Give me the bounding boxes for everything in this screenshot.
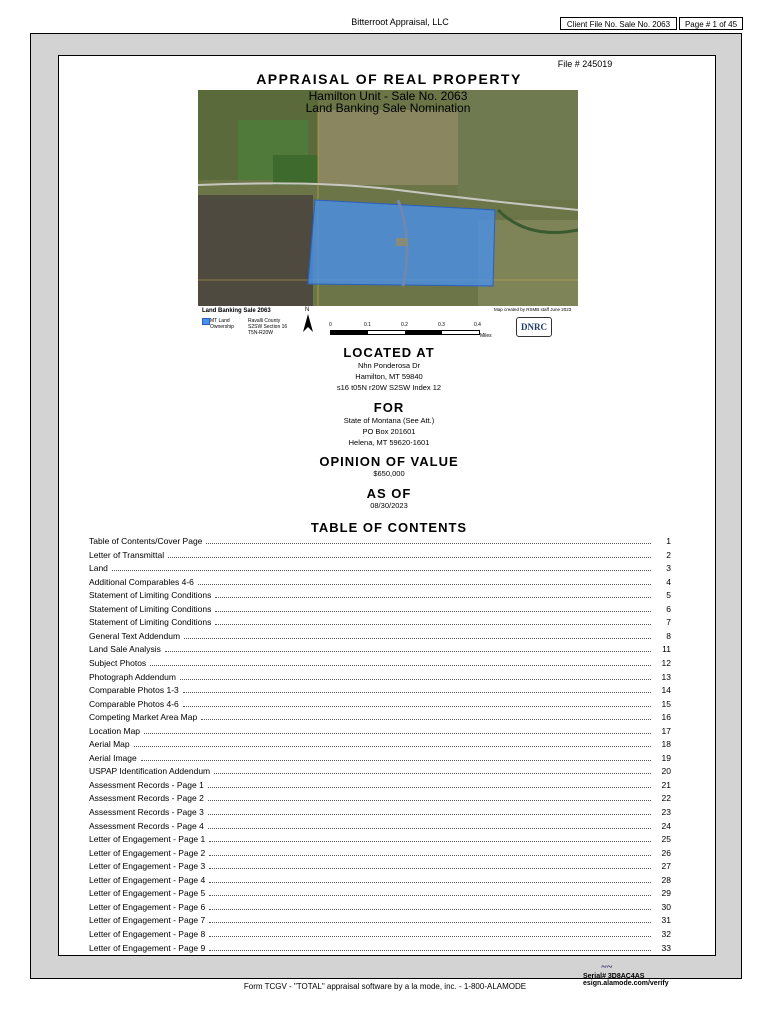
toc-page-number: 4 [666,576,671,587]
toc-row[interactable] [89,860,671,872]
toc-leader-dots [184,630,651,639]
toc-page-number: 13 [661,671,671,682]
toc-label: Letter of Engagement - Page 3 [89,861,206,872]
toc-leader-dots [215,603,651,612]
toc-leader-dots [144,725,651,734]
as-of-date: 08/30/2023 [370,501,408,510]
toc-row[interactable] [89,738,671,750]
toc-leader-dots [208,806,651,815]
toc-label: Statement of Limiting Conditions [89,617,212,628]
toc-label: Assessment Records - Page 2 [89,793,204,804]
toc-page-number: 31 [661,915,671,926]
north-label: N [305,307,310,313]
for-line1: State of Montana (See Att.) [343,416,435,425]
toc-row[interactable] [89,535,671,547]
toc-page-number: 3 [666,563,671,574]
toc-label: Letter of Engagement - Page 7 [89,915,206,926]
toc-label: Letter of Engagement - Page 8 [89,928,206,939]
legend-swatch [202,318,210,325]
toc-label: Letter of Transmittal [89,549,165,560]
dnrc-logo: DNRC [516,317,552,337]
toc-leader-dots [208,792,651,801]
toc-leader-dots [180,671,651,680]
toc-label: Letter of Engagement - Page 1 [89,834,206,845]
toc-leader-dots [209,833,651,842]
toc-row[interactable] [89,684,671,696]
toc-label: Statement of Limiting Conditions [89,603,212,614]
toc-label: Aerial Map [89,739,130,750]
toc-page-number: 32 [661,928,671,939]
toc-leader-dots [201,711,651,720]
file-number: File # 245019 [557,59,613,69]
toc-page-number: 26 [661,847,671,858]
toc-label: General Text Addendum [89,630,181,641]
toc-row[interactable] [89,806,671,818]
toc-leader-dots [215,589,651,598]
scale-bar [330,330,480,335]
map-credit: Map created by RSMB staff June 2023 [494,307,572,312]
toc-page-number: 16 [661,712,671,723]
toc-label: Assessment Records - Page 3 [89,807,204,817]
toc-page-number: 8 [666,630,671,641]
toc-label: Comparable Photos 4-6 [89,698,179,709]
toc-label: Letter of Engagement - Page 2 [89,847,206,858]
opinion-heading: OPINION OF VALUE [319,454,459,469]
toc-label: USPAP Identification Addendum [89,766,211,777]
legend-section: S2SW Section 16 [248,324,288,330]
toc-label: Assessment Records - Page 4 [89,820,204,831]
toc-row[interactable] [89,589,671,601]
as-of-heading: AS OF [366,486,412,501]
toc-page-number: 7 [666,617,671,628]
scale-label-2: 0.2 [401,322,408,328]
toc-label: Land [89,563,108,574]
opinion-value: $650,000 [373,469,405,478]
map-title-line1: Hamilton Unit - Sale No. 2063 [308,90,468,103]
page-number-box: Page # 1 of 45 [679,17,743,30]
toc-page-number: 11 [662,644,671,655]
header-company: Bitterroot Appraisal, LLC [351,17,449,27]
serial-number: Serial# 3D8AC4AS [583,973,645,980]
toc-label: Letter of Engagement - Page 4 [89,874,206,885]
toc-leader-dots [141,752,651,761]
toc-page-number: 22 [661,793,671,804]
toc-label: Comparable Photos 1-3 [89,685,179,696]
toc-row[interactable] [89,792,671,804]
located-at-line3: s16 t05N r20W S2SW Index 12 [336,383,442,392]
toc-leader-dots [206,535,651,544]
toc-leader-dots [134,738,651,747]
north-arrow-icon [303,314,313,332]
toc-leader-dots [198,576,651,585]
scale-label-1: 0.1 [364,322,371,328]
toc-row[interactable] [89,725,671,737]
signature-mark: ~~ [601,962,613,973]
toc-row[interactable] [89,847,671,859]
toc-label: Letter of Engagement - Page 5 [89,888,206,899]
toc-label: Land Sale Analysis [89,644,161,655]
toc-row[interactable] [89,671,671,683]
toc-row[interactable] [89,643,671,655]
toc-row[interactable] [89,711,671,723]
verify-link[interactable]: esign.alamode.com/verify [583,980,669,987]
toc-label: Table of Contents/Cover Page [89,536,203,546]
for-line3: Helena, MT 59620-1601 [348,438,430,447]
toc-leader-dots [183,684,651,693]
toc-row[interactable] [89,765,671,777]
toc-row[interactable] [89,820,671,832]
toc-leader-dots [208,779,651,788]
toc-label: Competing Market Area Map [89,712,198,723]
toc-label: Location Map [89,725,141,736]
toc-leader-dots [150,657,651,666]
map-legend [198,306,578,340]
toc-page-number: 2 [666,549,671,560]
toc-page-number: 33 [661,942,671,953]
toc-leader-dots [209,901,651,910]
page-title: APPRAISAL OF REAL PROPERTY [256,71,522,87]
toc-leader-dots [209,914,651,923]
toc-page-number: 15 [661,698,671,709]
toc-page-number: 21 [661,779,671,790]
toc-page-number: 12 [661,657,671,668]
toc-row[interactable] [89,901,671,913]
toc-label: Additional Comparables 4-6 [89,576,194,587]
toc-page-number: 14 [661,685,671,696]
toc-label: Letter of Engagement - Page 9 [89,942,206,953]
toc-page-number: 27 [661,861,671,872]
toc-page-number: 1 [666,536,671,546]
toc-leader-dots [209,847,651,856]
toc-page-number: 18 [661,739,671,750]
toc-page-number: 19 [661,752,671,763]
toc-leader-dots [214,765,651,774]
aerial-map [198,90,578,340]
for-line2: PO Box 201601 [362,427,416,436]
toc-label: Statement of Limiting Conditions [89,590,212,601]
toc-page-number: 28 [661,874,671,885]
toc-page-number: 25 [661,834,671,845]
toc-leader-dots [165,643,651,652]
toc-page-number: 23 [661,807,671,817]
toc-label: Assessment Records - Page 1 [89,779,204,790]
map-title-line2: Land Banking Sale Nomination [305,101,471,115]
toc-leader-dots [209,942,651,951]
toc-row[interactable] [89,630,671,642]
toc-row[interactable] [89,833,671,845]
toc-leader-dots [183,698,651,707]
toc-row[interactable] [89,603,671,615]
located-at-heading: LOCATED AT [343,345,435,360]
toc-label: Subject Photos [89,657,147,668]
for-heading: FOR [373,400,405,415]
toc-row[interactable] [89,779,671,791]
toc-leader-dots [209,860,651,869]
scale-label-0: 0 [329,322,332,328]
toc-row[interactable] [89,616,671,628]
scale-unit: Miles [480,333,492,339]
toc-page-number: 30 [661,901,671,912]
toc-label: Photograph Addendum [89,671,176,682]
legend-ownership: MT Land Ownership [210,318,234,330]
toc-row[interactable] [89,928,671,940]
client-file-box: Client File No. Sale No. 2063 [560,17,677,30]
toc-leader-dots [215,616,651,625]
footer-text: Form TCGV - "TOTAL" appraisal software by a la mode, inc. - 1-800-ALAMODE [243,982,527,991]
toc-row[interactable] [89,657,671,669]
toc-leader-dots [112,562,651,571]
toc-leader-dots [209,874,651,883]
toc-page-number: 6 [666,603,671,614]
toc-row[interactable] [89,698,671,710]
toc-row[interactable] [89,942,671,954]
located-at-line1: Nhn Ponderosa Dr [357,361,421,370]
toc-page-number: 29 [661,888,671,899]
toc-row[interactable] [89,874,671,886]
toc-page-number: 17 [661,725,671,736]
esign-block [583,962,703,987]
toc-leader-dots [209,887,651,896]
toc-row[interactable] [89,562,671,574]
legend-township: T5N-R20W [248,330,274,336]
scale-label-3: 0.3 [438,322,445,328]
scale-label-4: 0.4 [474,322,481,328]
legend-title: Land Banking Sale 2063 [202,308,271,314]
legend-county: Ravalli County [248,318,281,324]
toc-label: Aerial Image [89,752,137,763]
toc-page-number: 20 [661,766,671,777]
toc-row[interactable] [89,549,671,561]
toc-leader-dots [209,928,651,937]
toc-page-number: 5 [666,590,671,601]
toc-row[interactable] [89,914,671,926]
toc-row[interactable] [89,887,671,899]
aerial-map-image [198,90,578,306]
toc-heading: TABLE OF CONTENTS [310,520,468,535]
toc-label: Letter of Engagement - Page 6 [89,901,206,912]
toc-leader-dots [168,549,651,558]
located-at-line2: Hamilton, MT 59840 [355,372,423,381]
toc-leader-dots [208,820,651,829]
toc-row[interactable] [89,576,671,588]
toc-row[interactable] [89,752,671,764]
toc-page-number: 24 [661,820,671,831]
